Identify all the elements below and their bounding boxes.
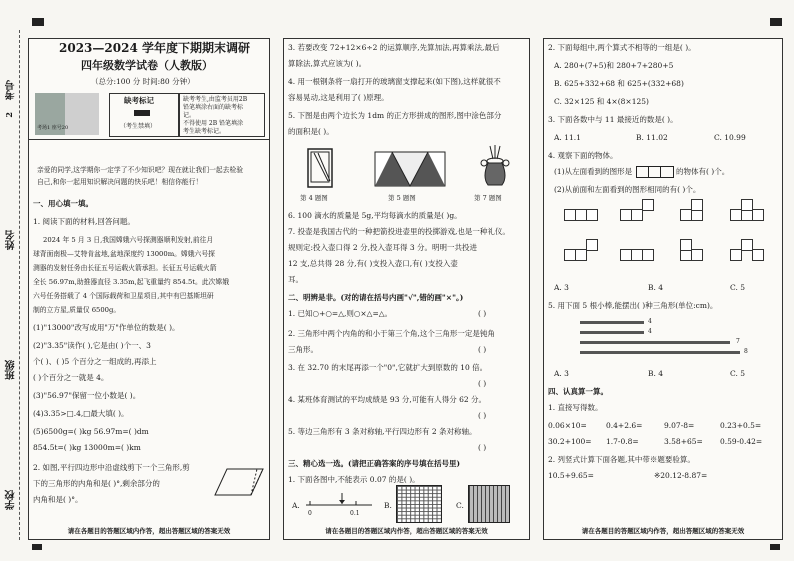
question-5: 5. 下图是由两个边长为 1dm 的正方形拼成的图形,图中涂色部分 [288, 111, 502, 120]
number-line-tick-1: 0.1 [350, 510, 360, 517]
judge-answer-paren[interactable]: ( ) [478, 345, 487, 354]
question-1: 1. 阅读下面的材料,回答问题。 [33, 217, 135, 226]
divider [29, 139, 269, 140]
class-label: 班级 [6, 360, 17, 380]
name-label: 姓名 [6, 230, 17, 250]
calc-1-heading: 1. 直接写得数。 [548, 403, 603, 412]
judge-3: 3. 在 32.70 的末尾再添一个"0",它就扩大到原数的 10 倍。 [288, 363, 488, 372]
figure-7-caption: 第 7 题图 [474, 194, 502, 202]
number-line-tick-0: 0 [308, 510, 312, 517]
choice-2-option-a[interactable]: A. 280+(7+5)和 280+7+280+5 [554, 61, 674, 70]
answer-column-2 [283, 38, 530, 540]
absent-mark-fill [134, 110, 150, 116]
barcode-sticker-area [35, 93, 99, 135]
judge-1: 1. 已知○+○=△,则○×△=△。 [288, 309, 392, 318]
stick-length: 7 [736, 338, 740, 345]
oral-calc[interactable]: 3.58+65= [664, 437, 703, 446]
choice-3-option-a[interactable]: A. 11.1 [554, 133, 581, 142]
subq-5[interactable]: (5)6500g=( )kg 56.97m=( )dm [33, 427, 149, 436]
exam-meta: （总分:100 分 时间:80 分钟） [91, 77, 195, 86]
question-2-cont[interactable]: 下的三角形的内角和是( )°,剩余部分的 [33, 479, 160, 488]
figure-5-caption: 第 5 题图 [388, 194, 416, 202]
exam-number-value: 2 [4, 112, 14, 118]
school-label: 学校 [6, 490, 17, 510]
choice-5[interactable]: 5. 用下面 5 根小棒,能摆出( )种三角形(单位:cm)。 [548, 301, 718, 310]
oral-calc[interactable]: 9.07-8= [664, 421, 695, 430]
subq-4[interactable]: (4)3.35>□.4,□最大填( )。 [33, 409, 129, 418]
vertical-calc-1[interactable]: 10.5+9.65= [548, 471, 594, 480]
stick-4cm [580, 321, 644, 324]
parallelogram-figure [213, 467, 265, 497]
passage-line: 全长 56.97m,助推器直径 3.35m,起飞重量约 854.5t。此次嫦娥 [33, 278, 230, 286]
stick-7cm [580, 341, 730, 344]
binding-strip [0, 0, 24, 561]
choice-4-part-1: (1)从左面看到的图形是 [554, 167, 633, 176]
oral-calc[interactable]: 30.2+100= [548, 437, 592, 446]
choice-4-part-1-cont[interactable]: 的物体有( )个。 [676, 167, 730, 176]
choice-4-option-a[interactable]: A. 3 [554, 283, 569, 292]
pot-figure [478, 143, 512, 189]
judge-4: 4. 某班体育测试的平均成绩是 93 分,可能有人得分 62 分。 [288, 395, 487, 404]
exam-title: 2023—2024 学年度下期期末调研 [59, 41, 250, 55]
grid-hundredths-figure [396, 485, 442, 523]
judge-answer-paren[interactable]: ( ) [478, 309, 487, 318]
choice-5-option-a[interactable]: A. 3 [554, 369, 569, 378]
seat-info: 考场1 座号20 [37, 125, 69, 131]
subq-2-cont[interactable]: 个( )、( )5 个百分之一组成的,再添上 [33, 357, 157, 366]
option-c-label[interactable]: C. [456, 501, 464, 510]
question-2-cont[interactable]: 内角和是( )°。 [33, 495, 83, 504]
stick-8cm [580, 351, 740, 354]
passage-line: 2024 年 5 月 3 日,我国嫦娥六号探测器顺利发射,前往月 [43, 236, 214, 244]
subq-1[interactable]: (1)"13000"改写成用"万"作单位的数是( )。 [33, 323, 180, 332]
absent-mark-title: 缺考标记 [124, 96, 154, 105]
choice-4-part-2[interactable]: (2)从前面和左面看到的图形相同的有( )个。 [554, 185, 701, 194]
intro-line-2: 自己,和你一起用知识解决问题的快乐吧！相信你能行！ [37, 178, 203, 186]
number-line-figure [304, 491, 374, 515]
choice-4-option-c[interactable]: C. 5 [730, 283, 746, 292]
judge-answer-paren[interactable]: ( ) [478, 443, 487, 452]
striped-strip-figure [468, 485, 510, 523]
calc-2-heading: 2. 列竖式计算下面各题,其中带※题要验算。 [548, 455, 695, 464]
column-footer: 请在各题目的答题区域内作答，超出答题区域的答案无效 [325, 527, 488, 535]
cut-line [19, 30, 20, 540]
choice-4-option-b[interactable]: B. 4 [648, 283, 664, 292]
answer-column-1 [28, 38, 270, 540]
section-4-heading: 四、认真算一算。 [548, 387, 608, 396]
registration-mark [32, 18, 44, 26]
choice-2[interactable]: 2. 下面每组中,两个算式不相等的一组是( )。 [548, 43, 696, 52]
window-figure [306, 147, 336, 189]
choice-3-option-b[interactable]: B. 11.02 [636, 133, 668, 142]
passage-line: 球背面南极—艾特肯盆地,盆地深度约 13000m。嫦娥六号探 [33, 250, 215, 258]
choice-3-option-c[interactable]: C. 10.99 [714, 133, 746, 142]
absent-instructions: 缺考考生,由监考员用2B 铅笔填涂右面的缺考标 记。 不得使用 2B 铅笔填涂 考生缺考标记。 [179, 93, 265, 137]
subq-5-cont[interactable]: 854.5t=( )kg 13000m=( )km [33, 443, 141, 452]
top-marker [2, 40, 14, 54]
passage-line: 测器的发射任务由长征五号运载火箭承担。长征五号运载火箭 [33, 264, 217, 272]
option-b-label[interactable]: B. [384, 501, 392, 510]
exam-number-label: 考号 [6, 80, 17, 100]
subq-2-cont[interactable]: ( )个百分之一就是 4。 [33, 373, 109, 382]
oral-calc[interactable]: 0.59-0.42= [720, 437, 763, 446]
section-3-heading: 三、精心选一选。(请把正确答案的序号填在括号里) [288, 459, 461, 468]
question-6[interactable]: 6. 100 滴水的质量是 5g,平均每滴水的质量是( )g。 [288, 211, 462, 220]
choice-5-option-c[interactable]: C. 5 [730, 369, 746, 378]
judge-2-cont: 三角形。 [288, 345, 318, 354]
figure-4-caption: 第 4 题图 [300, 194, 328, 202]
stick-length: 8 [744, 348, 748, 355]
oral-calc[interactable]: 0.06×10= [548, 421, 587, 430]
cube-figures [560, 205, 770, 275]
exam-subtitle: 四年级数学试卷（人教版） [81, 59, 213, 72]
question-4: 4. 用一根钢条将一扇打开的玻璃窗支撑起来(如下图),这样就很不 [288, 77, 501, 86]
vertical-calc-2[interactable]: ※20.12-8.87= [654, 471, 708, 480]
judge-answer-paren[interactable]: ( ) [478, 411, 487, 420]
judge-answer-paren[interactable]: ( ) [478, 379, 487, 388]
section-2-heading: 二、明辨是非。(对的请在括号内画"√",错的画"×"。) [288, 293, 464, 302]
stick-length: 4 [648, 328, 652, 335]
choice-2-option-c[interactable]: C. 32×125 和 4×(8×125) [554, 97, 649, 106]
judge-5: 5. 等边三角形有 3 条对称轴,平行四边形有 2 条对称轴。 [288, 427, 477, 436]
column-footer: 请在各题目的答题区域内作答，超出答题区域的答案无效 [581, 527, 745, 535]
question-4-cont[interactable]: 容易晃动,这是利用了( )原理。 [288, 93, 389, 102]
absent-mark-box [109, 93, 179, 137]
question-7-cont[interactable]: 12 支,总共得 28 分,有( )支投入壶口,有( )支投入壶 [288, 259, 458, 268]
choice-5-option-b[interactable]: B. 4 [648, 369, 664, 378]
column-footer: 请在各题目的答题区域内作答，超出答题区域的答案无效 [67, 527, 231, 535]
registration-mark [32, 544, 42, 550]
registration-mark [770, 18, 782, 26]
question-2: 2. 如图,平行四边形中沿虚线剪下一个三角形,剪 [33, 463, 190, 472]
choice-1[interactable]: 1. 下面各图中,不能表示 0.07 的是( )。 [288, 475, 420, 484]
question-3: 3. 若要改变 72+12×6÷2 的运算顺序,先算加法,再算乘法,最后 [288, 43, 500, 52]
question-7-cont: 耳。 [288, 275, 303, 284]
three-squares-icon [636, 166, 674, 178]
oral-calc[interactable]: 1.7-0.8= [606, 437, 639, 446]
barcode-blur [65, 93, 99, 135]
subq-2[interactable]: (2)"3.35"读作( ),它是由( )个一、3 [33, 341, 151, 350]
judge-2: 2. 三角形中两个内角的和小于第三个角,这个三角形一定是钝角 [288, 329, 495, 338]
passage-line: 制的立方星,质量仅 6500g。 [33, 306, 121, 314]
answer-column-3 [543, 38, 783, 540]
passage-line: 六号任务搭载了 4 个国际载荷和卫星项目,其中有巴基斯坦研 [33, 292, 214, 300]
section-1-heading: 一、用心填一填。 [33, 199, 93, 208]
choice-2-option-b[interactable]: B. 625+332+68 和 625+(332+68) [554, 79, 684, 88]
choice-4: 4. 观察下面的物体。 [548, 151, 618, 160]
stick-length: 4 [648, 318, 652, 325]
oral-calc[interactable]: 0.4+2.6= [606, 421, 643, 430]
question-3-cont[interactable]: 算除法,算式应该为( )。 [288, 59, 367, 68]
intro-line-1: 亲爱的同学,这学期你一定学了不少知识吧？现在就让我们一起去检验 [37, 166, 244, 174]
subq-3[interactable]: (3)"56.97"保留一位小数是( )。 [33, 391, 141, 400]
oral-calc[interactable]: 0.23+0.5= [720, 421, 762, 430]
registration-mark [770, 544, 780, 550]
choice-3[interactable]: 3. 下面各数中与 11 最接近的数是( )。 [548, 115, 678, 124]
option-a-label[interactable]: A. [292, 501, 300, 510]
absent-mark-note: （考生禁填） [120, 123, 157, 130]
question-7: 7. 投壶是我国古代的一种把箭投进壶里的投掷游戏,也是一种礼仪。 [288, 227, 510, 236]
question-5-cont[interactable]: 的面积是( )。 [288, 127, 334, 136]
question-7-cont: 规则定:投入壶口得 2 分,投入壶耳得 3 分。明明一共投进 [288, 243, 477, 252]
stick-4cm [580, 331, 644, 334]
shaded-squares-figure [374, 151, 446, 187]
